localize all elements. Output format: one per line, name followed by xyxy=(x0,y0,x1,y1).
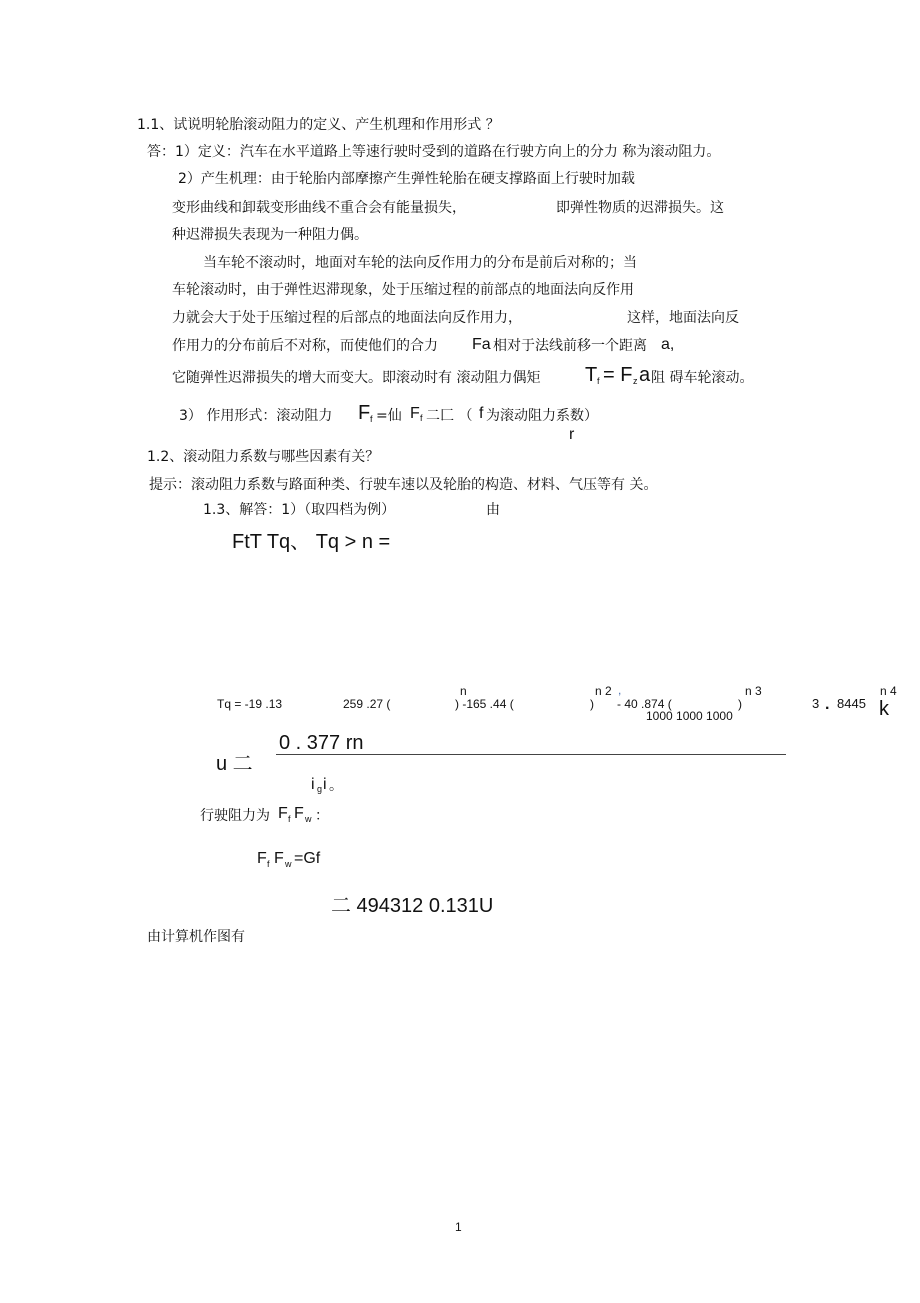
resistance-eq-F1: F xyxy=(257,850,267,867)
speed-den-g: g xyxy=(317,784,323,794)
tq-paren-close-1: ) xyxy=(590,697,594,711)
speed-numerator: 0 . 377 rn xyxy=(279,732,364,754)
tq-lead: Tq = -19 .13 xyxy=(217,697,283,711)
page-number: 1 xyxy=(455,1220,462,1234)
q11-mechanism-line-8b: 阻 碍车轮滚动。 xyxy=(651,370,754,386)
q12-hint: 提示：滚动阻力系数与路面种类、行驶车速以及轮胎的构造、材料、气压等有 关。 xyxy=(149,477,658,493)
form-F-sub: f xyxy=(370,414,373,424)
q13-title: 1.3、解答：1）（取四档为例） xyxy=(203,502,396,518)
tq-paren-close-2: ) xyxy=(738,697,742,711)
tq-coef-2: ) -165 .44 ( xyxy=(455,697,514,711)
form-F: F xyxy=(358,402,371,424)
resistance-label-f: f xyxy=(288,814,291,824)
q11-mechanism-line-7b: 相对于法线前移一个距离 xyxy=(493,338,647,354)
tq-comma: , xyxy=(618,683,622,697)
tq-coef-4-int: 3 xyxy=(812,696,820,711)
speed-den-i0: i xyxy=(323,776,327,793)
form-F2-sub: f xyxy=(420,413,423,423)
tq-exp-n3: n 3 xyxy=(745,684,762,698)
q11-mechanism-line-1: 2）产生机理：由于轮胎内部摩擦产生弹性轮胎在硬支撑路面上行驶时加载 xyxy=(178,171,635,187)
tq-coef-4-dot: . xyxy=(825,696,830,713)
tq-exp-n4: n 4 xyxy=(880,684,897,698)
resistance-eq-rhs: =Gf xyxy=(294,850,321,867)
q13-you: 由 xyxy=(486,502,500,518)
resultant-force-symbol: Fa xyxy=(472,336,491,353)
tq-exp-n: n xyxy=(460,684,467,698)
form-F2: F xyxy=(410,405,420,422)
q11-mechanism-line-2a: 变形曲线和卸载变形曲线不重合会有能量损失， xyxy=(172,200,466,216)
fraction-bar xyxy=(276,754,786,755)
tq-k: k xyxy=(879,698,889,720)
q11-mechanism-line-2b: 即弹性物质的迟滞损失。这 xyxy=(556,200,724,216)
plot-note: 由计算机作图有 xyxy=(147,929,245,945)
resistance-label-colon: ： xyxy=(315,808,329,824)
form-f: f xyxy=(479,405,484,422)
speed-den-i: i xyxy=(311,776,315,793)
tq-coef-3: - 40 .874 ( xyxy=(617,697,672,711)
moment-a: a xyxy=(639,364,651,386)
form-fraction: 二匚 （ xyxy=(426,408,473,424)
traction-equation: FtT Tq、 Tq > n = xyxy=(232,531,391,553)
q11-mechanism-line-5: 车轮滚动时，由于弹性迟滞现象，处于压缩过程的前部点的地面法向反作用 xyxy=(172,282,634,298)
resistance-label-F1: F xyxy=(278,805,288,822)
moment-z-sub: z xyxy=(633,376,638,386)
q11-mechanism-line-8a: 它随弹性迟滞损失的增大而变大。即滚动时有 滚动阻力偶矩 xyxy=(172,370,541,386)
tq-coef-4-frac: 8445 xyxy=(837,696,866,711)
resistance-label-w: w xyxy=(305,814,312,824)
resistance-value: 二 494312 0.131U xyxy=(331,895,494,917)
tq-exp-n2: n 2 xyxy=(595,684,612,698)
distance-symbol: a, xyxy=(661,336,675,353)
resistance-label: 行驶阻力为 xyxy=(200,808,270,824)
rolling-resistance-moment-T: T xyxy=(585,364,598,386)
tq-denominators: 1000 1000 1000 xyxy=(646,709,733,723)
q11-mechanism-line-7a: 作用力的分布前后不对称，而使他们的合力 xyxy=(172,338,438,354)
rolling-resistance-moment-sub: f xyxy=(597,376,600,386)
moment-equals-F: = F xyxy=(603,364,633,386)
form-equals: =仙 xyxy=(376,408,402,424)
q11-mechanism-line-6a: 力就会大于处于压缩过程的后部点的地面法向反作用力， xyxy=(172,310,522,326)
q11-mechanism-line-3: 种迟滞损失表现为一种阻力偶。 xyxy=(172,227,368,243)
q11-definition: 答：1）定义：汽车在水平道路上等速行驶时受到的道路在行驶方向上的分力 称为滚动阻力。 xyxy=(147,144,721,160)
form-f-desc: 为滚动阻力系数） xyxy=(486,408,598,424)
speed-lhs: u 二 xyxy=(216,753,253,775)
form-r: r xyxy=(569,426,575,443)
q11-title: 1.1、试说明轮胎滚动阻力的定义、产生机理和作用形式 ？ xyxy=(137,117,500,133)
q11-form-label: 3） 作用形式：滚动阻力 xyxy=(179,408,333,424)
resistance-eq-f: f xyxy=(267,859,270,869)
resistance-label-F2: F xyxy=(294,805,304,822)
resistance-eq-F2: F xyxy=(274,850,284,867)
q11-mechanism-line-4: 当车轮不滚动时，地面对车轮的法向反作用力的分布是前后对称的；当 xyxy=(203,255,637,271)
q11-mechanism-line-6b: 这样，地面法向反 xyxy=(627,310,739,326)
speed-den-period: 。 xyxy=(329,778,343,794)
tq-coef-1: 259 .27 ( xyxy=(343,697,391,711)
resistance-eq-w: w xyxy=(285,859,292,869)
q12-title: 1.2、滚动阻力系数与哪些因素有关？ xyxy=(147,449,380,465)
